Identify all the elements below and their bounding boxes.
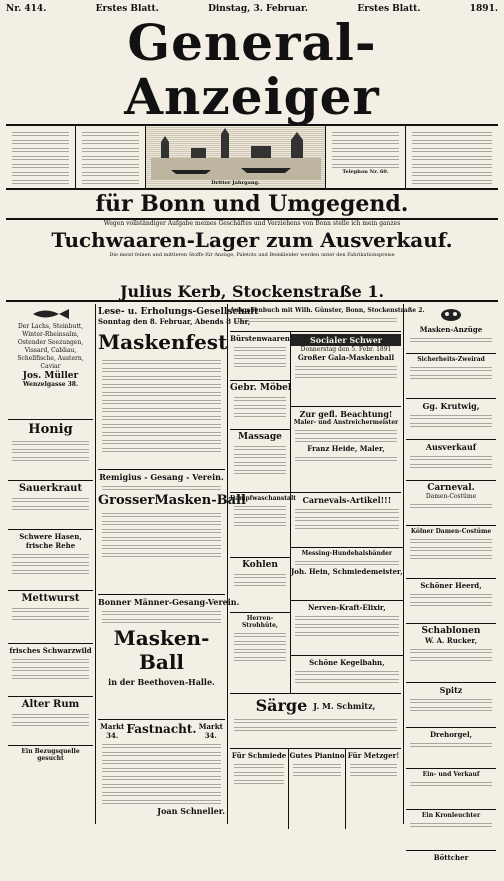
ad-wild xyxy=(8,644,93,697)
ad-drehorgel xyxy=(406,728,496,769)
ad-heerd xyxy=(406,579,496,624)
grosser-maskenball: GrosserMasken-Ball xyxy=(98,493,246,508)
dampf-title: Dampfwaschanstalt xyxy=(230,495,296,502)
ad-columns xyxy=(6,304,498,862)
boettcher-title: Böttcher xyxy=(433,853,469,862)
beethoven-halle: in der Beethoven-Halle. xyxy=(108,677,215,687)
ad-top-banner xyxy=(230,305,425,332)
ad-remigius xyxy=(98,470,246,595)
lead-banner: Tuchwaaren-Lager zum Ausverkauf. xyxy=(51,228,453,252)
ad-carneval xyxy=(406,481,496,526)
header-box-left xyxy=(6,126,76,188)
ad-honig xyxy=(8,420,93,481)
pianino-title: Gutes Pianino xyxy=(289,751,345,760)
ad-mobel xyxy=(230,381,290,430)
ad-krutwig xyxy=(406,399,496,440)
ad-bezugsquelle xyxy=(8,746,93,780)
ad-dampfwasch xyxy=(230,493,296,558)
sauerkraut-title: Sauerkraut xyxy=(18,483,83,494)
ad-fastnacht xyxy=(98,720,225,834)
top-banner: Ausgabenbuch mit Wilh. Günster, Bonn, Stockenstraße 2. xyxy=(230,307,425,314)
ad-kronleuchter xyxy=(406,810,496,851)
ad-zweirad xyxy=(406,354,496,399)
masken-ball-title: Masken-Ball xyxy=(113,626,210,674)
masken-anzug-title: Masken-Anzüge xyxy=(419,325,483,334)
left-ads xyxy=(230,332,291,492)
fastnacht-title: Fastnacht. xyxy=(126,722,197,736)
ad-bonner-gesang xyxy=(98,595,240,720)
column-3 xyxy=(228,304,425,824)
markt-right: Markt 34. xyxy=(198,722,223,740)
bonner-title: Bonner Männer-Gesang-Verein. xyxy=(98,597,240,607)
heide-name: Franz Heide, Maler, xyxy=(307,444,385,453)
ad-buersten xyxy=(230,332,290,381)
right-ads xyxy=(291,332,401,492)
newspaper-title: General-Anzeiger xyxy=(124,13,380,126)
messing-title: Messing-Hundehalsbänder xyxy=(301,550,393,557)
remigius-title: Remigius - Gesang - Verein. xyxy=(99,472,224,482)
kronleuchter-title: Ein Kronleuchter xyxy=(421,812,481,819)
ad-schmiede xyxy=(230,749,289,829)
ad-messing xyxy=(291,548,403,601)
ad-strohhut xyxy=(230,613,290,705)
mettwurst-title: Mettwurst xyxy=(21,593,80,604)
honig-title: Honig xyxy=(28,422,73,437)
lead-notice: Wegen vollständiger Aufgabe meines Geschäftes und Verziehens von Bonn stelle ich mein ganzes xyxy=(103,220,401,227)
bonn-cityscape-icon xyxy=(151,128,321,180)
ad-metzger xyxy=(346,749,401,829)
newspaper-subtitle: für Bonn und Umgegend. xyxy=(6,190,498,220)
header-band xyxy=(6,124,498,190)
lead-text: Die meist feinen und mittleren Stoffe für Anzüge, Paletots und Beinkleider werden unter den Fabrikationspreise xyxy=(109,252,395,258)
alarm-title: Zur gefl. Beachtung! xyxy=(299,409,393,419)
ad-carneval-artikel xyxy=(291,493,403,548)
column-4 xyxy=(404,304,498,862)
ad-maler xyxy=(291,407,401,499)
header-box-left2 xyxy=(76,126,146,188)
column-1 xyxy=(6,304,96,824)
damen-costume: Damen-Costüme xyxy=(425,493,477,500)
nerven-title: Nerven-Kraft-Elixir, xyxy=(308,603,386,612)
city-engraving xyxy=(146,126,326,188)
lead-name: Julius Kerb, Stockenstraße 1. xyxy=(6,282,498,302)
saerge-title: Särge xyxy=(255,696,308,715)
ad-boettcher xyxy=(406,851,496,881)
mask-icon xyxy=(440,307,462,323)
buersten-title: Bürstenwaaren xyxy=(230,334,290,343)
socialer-date: Donnerstag den 5. Febr. 1891 xyxy=(300,346,392,353)
einkauf-title: Ein- und Verkauf xyxy=(422,771,480,778)
sheet-right: Erstes Blatt. xyxy=(357,4,421,14)
schmiede-title: Für Schmiede xyxy=(231,751,287,760)
koelner-title: Kölner Damen-Costüme xyxy=(410,528,492,535)
telephon-label: Telephon Nr. 60. xyxy=(342,169,389,175)
schablonen-title: Schablonen xyxy=(421,626,481,636)
heerd-title: Schöner Heerd, xyxy=(420,581,482,590)
ad-game xyxy=(8,530,93,591)
gala-maskenball: Großer Gala-Maskenball xyxy=(297,353,395,362)
ad-sauerkraut xyxy=(8,481,93,530)
ad-masken-anzuege xyxy=(406,305,496,354)
header-box-right xyxy=(326,126,406,188)
shop-address: Wenzelgasse 38. xyxy=(22,381,79,388)
zweirad-title: Sicherheits-Zweirad xyxy=(417,356,485,363)
spitz-title: Spitz xyxy=(439,685,463,695)
ad-maskenfest xyxy=(98,305,259,470)
ad-schablonen xyxy=(406,624,496,683)
club-date: Sonntag den 8. Februar, Abends 8 Uhr, xyxy=(98,317,251,326)
rum-title: Alter Rum xyxy=(21,699,80,710)
massage-title: Massage xyxy=(238,432,282,442)
carneval-title: Carneval. xyxy=(427,483,475,493)
issue-year: 1891. xyxy=(469,4,498,14)
huhn-name: Joh. Hein, Schmiedemeister, xyxy=(291,567,403,576)
metzger-title: Für Metzger! xyxy=(347,751,400,760)
ad-socialer xyxy=(291,332,401,407)
issue-date: Dinstag, 3. Februar. xyxy=(208,4,309,14)
bezugsquelle-title: Ein Bezugsquelle gesucht xyxy=(21,748,80,762)
fish-icon xyxy=(31,307,71,321)
maskenfest-title: Maskenfest xyxy=(98,330,228,354)
volume: Dritter Jahrgang. xyxy=(211,180,260,186)
ad-rum xyxy=(8,697,93,746)
ad-saerge xyxy=(230,694,401,749)
sheet-left: Erstes Blatt. xyxy=(95,4,159,14)
ad-spitz xyxy=(406,683,496,728)
ad-pianino xyxy=(289,749,346,829)
ad-ausverkauf xyxy=(406,440,496,481)
ad-nerven xyxy=(291,601,403,656)
markt-left: Markt 34. xyxy=(100,722,125,740)
kohlen-title: Kohlen xyxy=(242,560,278,570)
issue-number: Nr. 414. xyxy=(6,4,47,14)
header-box-far-right xyxy=(406,126,498,188)
signer-name: Joan Schneller. xyxy=(157,806,225,816)
krutwig-name: Gg. Krutwig, xyxy=(422,401,480,411)
drehorgel-title: Drehorgel, xyxy=(429,730,473,739)
shop-name: Jos. Müller xyxy=(22,371,79,381)
ad-koelner xyxy=(406,526,496,579)
maler-title: Maler- und Anstreichermeister xyxy=(293,419,399,426)
ausverkauf-title: Ausverkauf xyxy=(425,442,477,452)
strohhut-title: Herren-Strohhüte, xyxy=(241,615,279,629)
club-name: Lese- u. Erholungs-Gesellschaft xyxy=(98,307,259,317)
ad-kohlen xyxy=(230,558,290,613)
mobel-title: Gebr. Möbel xyxy=(230,383,292,393)
wild-title: frisches Schwarzwild xyxy=(9,646,92,655)
ad-massage xyxy=(230,430,296,502)
ad-mettwurst xyxy=(8,591,93,644)
ad-fish xyxy=(8,305,93,420)
carneval-artikel-title: Carnevals-Artikel!!! xyxy=(302,495,392,505)
ad-einkauf xyxy=(406,769,496,810)
kegelbahn-title: Schöne Kegelbahn, xyxy=(309,658,385,667)
socialer-title: Socialer Schwer xyxy=(291,334,401,346)
rucker-name: W. A. Rucker, xyxy=(424,636,478,645)
game-title: Schwere Hasen, frische Rehe xyxy=(19,532,82,550)
fish-list: Der Lachs, Steinbutt, Winter-Rheinsalm, Ostender Seezungen, Vissard, Cabliau, Schellfische, Austern, Caviar xyxy=(17,323,84,370)
schmitz-name: J. M. Schmitz, xyxy=(313,700,376,711)
